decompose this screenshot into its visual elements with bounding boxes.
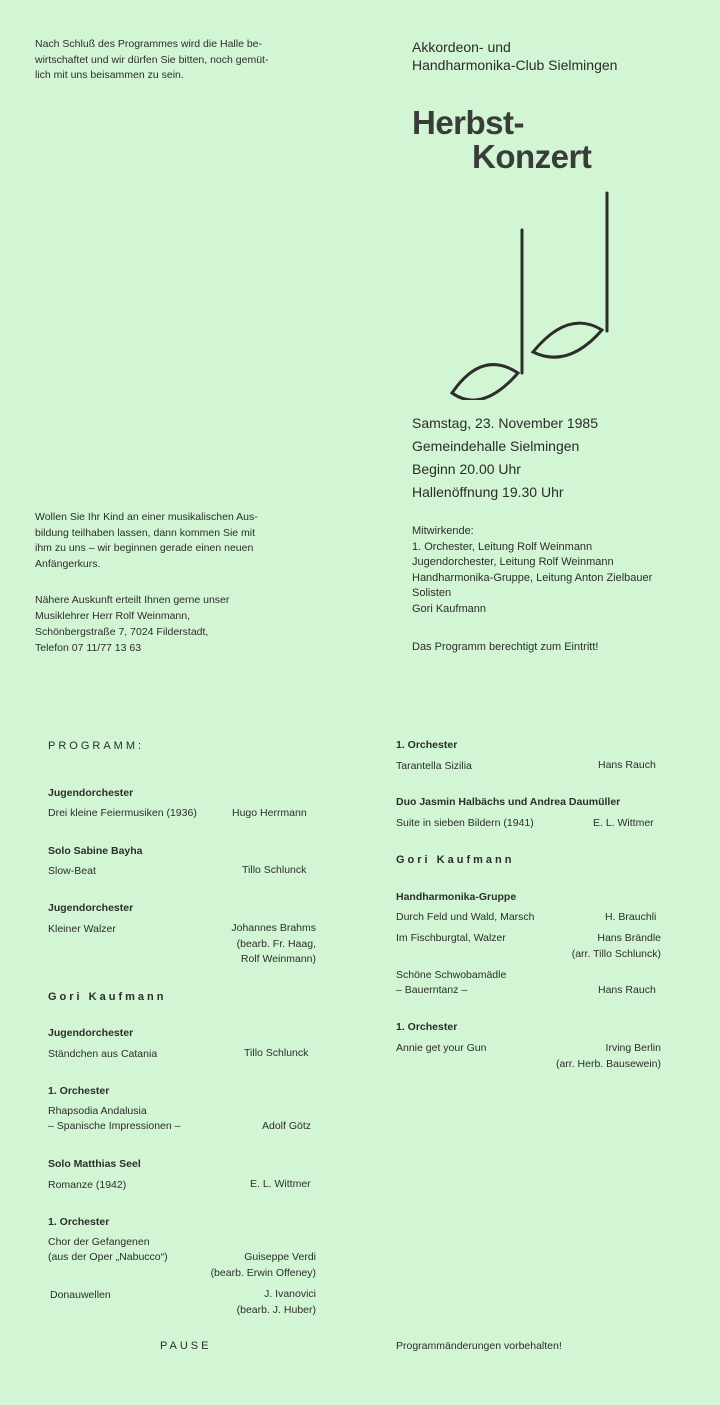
composer: Guiseppe Verdi bbox=[244, 1251, 316, 1263]
section-header: Duo Jasmin Halbächs und Andrea Daumüller bbox=[396, 796, 621, 808]
piece-title: Durch Feld und Wald, Marsch bbox=[396, 911, 535, 923]
composer: E. L. Wittmer bbox=[250, 1178, 311, 1190]
section-header: Handharmonika-Gruppe bbox=[396, 891, 517, 903]
composer: J. Ivanovici bbox=[264, 1288, 316, 1300]
hall-note-line: wirtschaftet und wir dürfen Sie bitten, noch gemüt- bbox=[35, 53, 269, 66]
event-details bbox=[412, 412, 598, 504]
piece-title: Tarantella Sizilia bbox=[396, 760, 472, 772]
composer-block bbox=[211, 1250, 316, 1281]
concert-title bbox=[412, 106, 591, 174]
piece-title: Slow-Beat bbox=[48, 865, 96, 877]
performer-item: Solisten bbox=[412, 587, 452, 599]
contact-line: Telefon 07 11/77 13 63 bbox=[35, 642, 142, 654]
section-header: 1. Orchester bbox=[48, 1216, 110, 1228]
soloist-header: Gori Kaufmann bbox=[48, 991, 167, 1003]
composer: Hugo Herrmann bbox=[232, 807, 307, 819]
composer: Adolf Götz bbox=[262, 1120, 312, 1132]
composer: Tillo Schlunck bbox=[242, 864, 307, 876]
composer: Tillo Schlunck bbox=[244, 1047, 309, 1059]
performer-item: Jugendorchester, Leitung Rolf Weinmann bbox=[412, 556, 614, 568]
composer-block bbox=[556, 1041, 661, 1072]
arranger: (arr. Herb. Bausewein) bbox=[555, 1057, 661, 1070]
hall-note bbox=[35, 37, 302, 84]
program-heading: PROGRAMM: bbox=[48, 740, 145, 752]
section-header: Jugendorchester bbox=[48, 902, 134, 914]
piece-title-block bbox=[396, 968, 506, 998]
title-line: Konzert bbox=[472, 138, 592, 175]
event-doors: Hallenöffnung 19.30 Uhr bbox=[412, 484, 564, 500]
piece-title: Kleiner Walzer bbox=[48, 923, 116, 935]
composer: Hans Rauch bbox=[598, 984, 656, 996]
section-header: Jugendorchester bbox=[48, 787, 134, 799]
performer-item: 1. Orchester, Leitung Rolf Weinmann bbox=[412, 540, 593, 553]
arranger: (bearb. Fr. Haag, bbox=[236, 937, 316, 950]
ticket-note: Das Programm berechtigt zum Eintritt! bbox=[412, 641, 599, 653]
club-name bbox=[412, 38, 617, 74]
piece-title: Romanze (1942) bbox=[48, 1179, 127, 1191]
event-date: Samstag, 23. November 1985 bbox=[412, 415, 598, 431]
performers-label: Mitwirkende: bbox=[412, 525, 474, 537]
composer: Hans Rauch bbox=[598, 759, 656, 771]
arranger: (bearb. Erwin Offeney) bbox=[210, 1266, 316, 1279]
piece-title: Ständchen aus Catania bbox=[48, 1048, 158, 1060]
lesson-note-line: ihm zu uns – wir beginnen gerade einen neuen bbox=[35, 542, 254, 554]
composer: Johannes Brahms bbox=[231, 922, 316, 934]
composer-block bbox=[231, 921, 316, 968]
pause-label: PAUSE bbox=[160, 1340, 212, 1352]
composer: Hans Brändle bbox=[597, 932, 661, 944]
piece-title: Chor der Gefangenen bbox=[48, 1236, 150, 1248]
contact-line: Nähere Auskunft erteilt Ihnen gerne unser bbox=[35, 594, 230, 606]
composer: Irving Berlin bbox=[605, 1042, 661, 1054]
club-name-line: Akkordeon- und bbox=[412, 39, 511, 55]
piece-title: Rhapsodia Andalusia bbox=[48, 1105, 147, 1117]
piece-subtitle: (aus der Oper „Nabucco“) bbox=[48, 1251, 168, 1263]
contact-line: Schönbergstraße 7, 7024 Filderstadt, bbox=[35, 626, 209, 638]
section-header: Solo Matthias Seel bbox=[48, 1158, 141, 1170]
piece-subtitle: – Spanische Impressionen – bbox=[48, 1120, 181, 1132]
lesson-note-line: Wollen Sie Ihr Kind an einer musikalischen Aus- bbox=[35, 511, 258, 523]
lesson-note bbox=[35, 510, 302, 572]
composer: E. L. Wittmer bbox=[593, 817, 654, 829]
arranger: (bearb. J. Huber) bbox=[236, 1303, 316, 1316]
music-notes-icon bbox=[440, 185, 620, 400]
piece-title: Annie get your Gun bbox=[396, 1042, 487, 1054]
piece-title-block bbox=[48, 1104, 181, 1134]
piece-subtitle: – Bauerntanz – bbox=[396, 984, 468, 996]
arranger: (arr. Tillo Schlunck) bbox=[571, 947, 661, 960]
soloist-header: Gori Kaufmann bbox=[396, 854, 515, 866]
event-start: Beginn 20.00 Uhr bbox=[412, 461, 521, 477]
composer: H. Brauchli bbox=[605, 911, 657, 923]
performer-item: Gori Kaufmann bbox=[412, 602, 486, 615]
composer-block bbox=[572, 931, 661, 962]
section-header: 1. Orchester bbox=[396, 739, 458, 751]
changes-note: Programmänderungen vorbehalten! bbox=[396, 1340, 562, 1352]
composer-block bbox=[237, 1287, 316, 1318]
piece-title: Drei kleine Feiermusiken (1936) bbox=[48, 807, 197, 819]
hall-note-line: lich mit uns beisammen zu sein. bbox=[35, 69, 184, 81]
piece-title-block bbox=[48, 1235, 168, 1265]
piece-title: Suite in sieben Bildern (1941) bbox=[396, 817, 534, 829]
title-line: Herbst- bbox=[412, 104, 525, 141]
event-venue: Gemeindehalle Sielmingen bbox=[412, 438, 580, 454]
performers-block bbox=[412, 524, 652, 617]
section-header: Solo Sabine Bayha bbox=[48, 845, 143, 857]
performer-item: Handharmonika-Gruppe, Leitung Anton Zielbauer bbox=[412, 571, 653, 584]
piece-title: Donauwellen bbox=[50, 1289, 111, 1301]
section-header: Jugendorchester bbox=[48, 1027, 134, 1039]
contact-line: Musiklehrer Herr Rolf Weinmann, bbox=[35, 610, 191, 622]
lesson-note-line: Anfängerkurs. bbox=[35, 557, 101, 570]
hall-note-line: Nach Schluß des Programmes wird die Halle be- bbox=[35, 38, 263, 50]
piece-title: Im Fischburgtal, Walzer bbox=[396, 932, 506, 944]
section-header: 1. Orchester bbox=[48, 1085, 110, 1097]
piece-title: Schöne Schwobamädle bbox=[396, 969, 507, 981]
section-header: 1. Orchester bbox=[396, 1021, 458, 1033]
club-name-line: Handharmonika-Club Sielmingen bbox=[412, 57, 618, 73]
lesson-note-line: bildung teilhaben lassen, dann kommen Sie mit bbox=[35, 526, 256, 539]
contact-note bbox=[35, 592, 302, 656]
arranger: Rolf Weinmann) bbox=[240, 953, 316, 965]
